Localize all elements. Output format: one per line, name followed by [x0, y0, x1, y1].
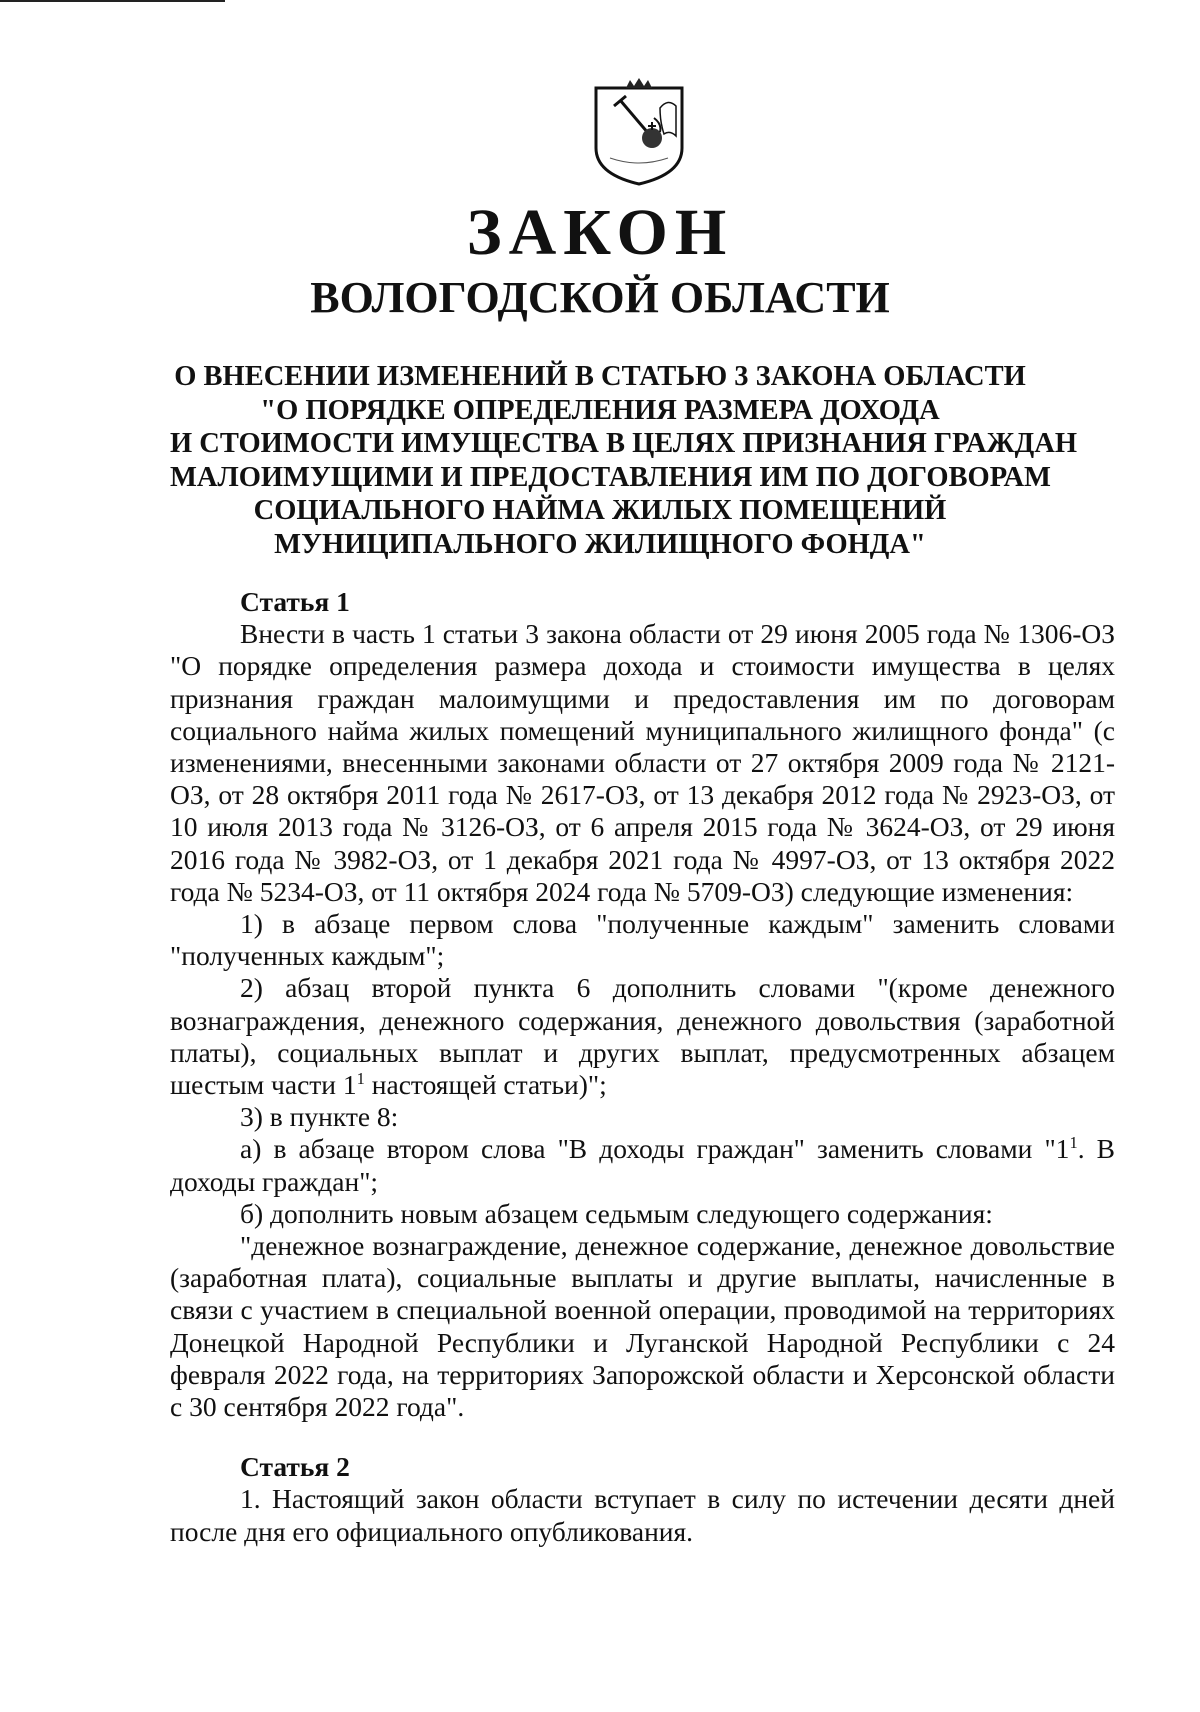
law-title-line: МУНИЦИПАЛЬНОГО ЖИЛИЩНОГО ФОНДА" — [274, 528, 926, 560]
document-title: ЗАКОН — [466, 196, 734, 269]
law-title-line: О ВНЕСЕНИИ ИЗМЕНЕНИЙ В СТАТЬЮ 3 ЗАКОНА ОБЛАСТИ — [174, 361, 1026, 392]
article-1-heading: Статья 1 — [240, 586, 350, 617]
article-1-item-2-text: 2) абзац второй пункта 6 дополнить словами "(кроме денежного вознаграждения, денежного содержания, денежного довольствия (заработной платы), социальных выплат и других выплат, предусмотренных абзацем шестым части 1 — [170, 972, 1115, 1101]
article-1-item-3b: б) дополнить новым абзацем седьмым следующего содержания: — [240, 1197, 993, 1229]
article-1-quote: "денежное вознаграждение, денежное содержание, денежное довольствие (заработная плата), социальные выплаты и другие выплаты, начисленные в связи с участием в специальной военной операции, проводимой на территориях Донецкой Народной Республики и Луганской Народной Республики с 24 февраля 2022 года, на территориях Запорожской области и Херсонской области с 30 сентября 2022 года". — [170, 1230, 1115, 1423]
scan-edge-line — [0, 0, 225, 2]
article-1-item-3a — [170, 1133, 1115, 1197]
law-title-line: И СТОИМОСТИ ИМУЩЕСТВА В ЦЕЛЯХ ПРИЗНАНИЯ ГРАЖДАН — [170, 428, 1078, 459]
law-title-line: СОЦИАЛЬНОГО НАЙМА ЖИЛЫХ ПОМЕЩЕНИЙ — [253, 495, 947, 526]
law-body — [170, 586, 1115, 1548]
superscript: 1 — [356, 1068, 365, 1088]
vologda-oblast-coat-of-arms-icon — [590, 78, 688, 188]
law-title-line: МАЛОИМУЩИМИ И ПРЕДОСТАВЛЕНИЯ ИМ ПО ДОГОВОРАМ — [170, 461, 1051, 493]
spacer — [170, 1423, 1115, 1451]
article-1-intro: Внести в часть 1 статьи 3 закона области от 29 июня 2005 года № 1306-ОЗ "О порядке определения размера дохода и стоимости имущества в целях признания граждан малоимущими и предоставления им по договорам социального найма жилых помещений муниципального жилищного фонда" (с изменениями, внесенными законами области от 27 октября 2009 года № 2121-ОЗ, от 28 октября 2011 года № 2617-ОЗ, от 13 декабря 2012 года № 2923-ОЗ, от 10 июля 2013 года № 3126-ОЗ, от 6 апреля 2015 года № 3624-ОЗ, от 29 июня 2016 года № 3982-ОЗ, от 1 декабря 2021 года № 4997-ОЗ, от 13 октября 2022 года № 5234-ОЗ, от 11 октября 2024 года № 5709-ОЗ) следующие изменения: — [170, 618, 1115, 907]
law-title-line: "О ПОРЯДКЕ ОПРЕДЕЛЕНИЯ РАЗМЕРА ДОХОДА — [260, 394, 940, 426]
superscript: 1 — [1069, 1133, 1078, 1153]
document-subtitle: ВОЛОГОДСКОЙ ОБЛАСТИ — [310, 273, 890, 322]
article-1-item-3a-text-end: . В доходы граждан"; — [170, 1133, 1115, 1197]
article-1-item-1: 1) в абзаце первом слова "полученные каждым" заменить словами "полученных каждым"; — [170, 908, 1115, 972]
article-2-item-1: 1. Настоящий закон области вступает в силу по истечении десяти дней после дня его официального опубликования. — [170, 1483, 1115, 1547]
article-1-item-3: 3) в пункте 8: — [240, 1101, 399, 1133]
article-1-item-2-text-end: настоящей статьи)"; — [364, 1069, 607, 1101]
article-1-item-2 — [170, 972, 1115, 1101]
article-1-item-3a-text: а) в абзаце втором слова "В доходы граждан" заменить словами "1 — [240, 1133, 1070, 1165]
law-title — [170, 360, 1078, 561]
article-2-heading: Статья 2 — [240, 1451, 350, 1483]
